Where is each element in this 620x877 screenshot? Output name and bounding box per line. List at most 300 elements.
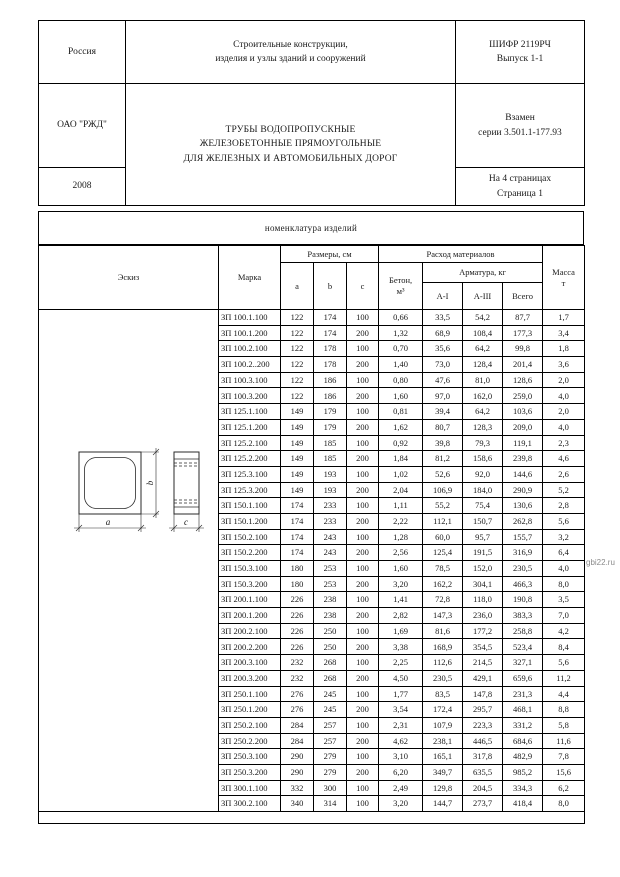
dimension-b-label: b (145, 480, 155, 486)
value-cell: 80,7 (423, 419, 463, 435)
value-cell: 172,4 (423, 702, 463, 718)
value-cell: 2,04 (379, 482, 423, 498)
pipe-side-joint-lines (174, 459, 199, 507)
value-cell: 83,5 (423, 686, 463, 702)
value-cell: 3,10 (379, 749, 423, 765)
value-cell: 276 (281, 686, 314, 702)
value-cell: 1,84 (379, 451, 423, 467)
value-cell: 168,9 (423, 639, 463, 655)
value-cell: 327,1 (503, 655, 543, 671)
mass-label-line1: Масса (552, 266, 575, 277)
value-cell: 290 (281, 749, 314, 765)
marka-cell: ЗП 150.3.200 (219, 576, 281, 592)
value-cell: 2,8 (543, 498, 585, 514)
value-cell: 300 (314, 780, 347, 796)
value-cell: 184,0 (463, 482, 503, 498)
value-cell: 233 (314, 513, 347, 529)
value-cell: 273,7 (463, 796, 503, 812)
value-cell: 284 (281, 717, 314, 733)
value-cell: 3,54 (379, 702, 423, 718)
value-cell: 446,5 (463, 733, 503, 749)
pages-count: На 4 страницах (488, 174, 552, 185)
value-cell: 119,1 (503, 435, 543, 451)
col-header-total: Всего (503, 283, 543, 310)
pipe-sketch (71, 446, 211, 540)
value-cell: 232 (281, 655, 314, 671)
col-header-mass (543, 246, 585, 310)
document-title-line3: ДЛЯ ЖЕЛЕЗНЫХ И АВТОМОБИЛЬНЫХ ДОРОГ (183, 153, 398, 164)
col-group-armature: Арматура, кг (423, 263, 543, 283)
value-cell: 200 (347, 513, 379, 529)
value-cell: 73,0 (423, 357, 463, 373)
value-cell: 174 (281, 513, 314, 529)
value-cell: 3,20 (379, 796, 423, 812)
value-cell: 193 (314, 466, 347, 482)
marka-cell: ЗП 100.3.200 (219, 388, 281, 404)
value-cell: 2,3 (543, 435, 585, 451)
value-cell: 55,2 (423, 498, 463, 514)
issue-number: Выпуск 1-1 (496, 54, 544, 64)
value-cell: 8,8 (543, 702, 585, 718)
marka-cell: ЗП 150.2.200 (219, 545, 281, 561)
marka-cell: ЗП 250.1.200 (219, 702, 281, 718)
value-cell: 81,0 (463, 372, 503, 388)
value-cell: 226 (281, 623, 314, 639)
value-cell: 179 (314, 419, 347, 435)
value-cell: 2,25 (379, 655, 423, 671)
value-cell: 8,4 (543, 639, 585, 655)
value-cell: 147,3 (423, 608, 463, 624)
value-cell: 100 (347, 372, 379, 388)
col-group-materials: Расход материалов (379, 246, 543, 263)
marka-cell: ЗП 100.1.100 (219, 310, 281, 326)
value-cell: 200 (347, 764, 379, 780)
value-cell: 87,7 (503, 310, 543, 326)
value-cell: 209,0 (503, 419, 543, 435)
value-cell: 1,40 (379, 357, 423, 373)
organization-label: ОАО "РЖД" (39, 84, 126, 168)
value-cell: 39,8 (423, 435, 463, 451)
value-cell: 185 (314, 451, 347, 467)
value-cell: 122 (281, 325, 314, 341)
document-title-line1: ТРУБЫ ВОДОПРОПУСКНЫЕ (225, 125, 356, 136)
value-cell: 100 (347, 592, 379, 608)
value-cell: 200 (347, 670, 379, 686)
year-label: 2008 (39, 168, 126, 206)
document-title (126, 84, 456, 206)
col-header-a: a (281, 263, 314, 310)
value-cell: 284 (281, 733, 314, 749)
value-cell: 200 (347, 451, 379, 467)
document-page (38, 20, 584, 824)
marka-cell: ЗП 150.1.100 (219, 498, 281, 514)
value-cell: 78,5 (423, 561, 463, 577)
value-cell: 35,6 (423, 341, 463, 357)
value-cell: 250 (314, 639, 347, 655)
value-cell: 332 (281, 780, 314, 796)
series-title (126, 21, 456, 84)
value-cell: 100 (347, 310, 379, 326)
value-cell: 33,5 (423, 310, 463, 326)
dimension-c-label: c (184, 517, 188, 527)
value-cell: 149 (281, 451, 314, 467)
value-cell: 149 (281, 404, 314, 420)
value-cell: 1,69 (379, 623, 423, 639)
value-cell: 100 (347, 780, 379, 796)
watermark: gbi22.ru (586, 558, 615, 567)
marka-cell: ЗП 100.2.100 (219, 341, 281, 357)
value-cell: 108,4 (463, 325, 503, 341)
value-cell: 238 (314, 592, 347, 608)
value-cell: 193 (314, 482, 347, 498)
col-header-sketch: Эскиз (39, 246, 219, 310)
value-cell: 214,5 (463, 655, 503, 671)
value-cell: 684,6 (503, 733, 543, 749)
marka-cell: ЗП 100.3.100 (219, 372, 281, 388)
value-cell: 100 (347, 561, 379, 577)
value-cell: 6,4 (543, 545, 585, 561)
value-cell: 107,9 (423, 717, 463, 733)
value-cell: 149 (281, 466, 314, 482)
value-cell: 1,62 (379, 419, 423, 435)
value-cell: 174 (281, 498, 314, 514)
value-cell: 0,70 (379, 341, 423, 357)
marka-cell: ЗП 200.2.100 (219, 623, 281, 639)
value-cell: 268 (314, 655, 347, 671)
value-cell: 200 (347, 419, 379, 435)
value-cell: 279 (314, 749, 347, 765)
title-block (38, 20, 585, 206)
value-cell: 200 (347, 325, 379, 341)
value-cell: 11,6 (543, 733, 585, 749)
value-cell: 155,7 (503, 529, 543, 545)
marka-cell: ЗП 200.1.100 (219, 592, 281, 608)
marka-cell: ЗП 100.1.200 (219, 325, 281, 341)
value-cell: 2,49 (379, 780, 423, 796)
value-cell: 236,0 (463, 608, 503, 624)
value-cell: 1,28 (379, 529, 423, 545)
value-cell: 3,5 (543, 592, 585, 608)
value-cell: 200 (347, 388, 379, 404)
marka-cell: ЗП 125.3.200 (219, 482, 281, 498)
value-cell: 122 (281, 310, 314, 326)
value-cell: 174 (281, 529, 314, 545)
value-cell: 11,2 (543, 670, 585, 686)
value-cell: 223,3 (463, 717, 503, 733)
value-cell: 985,2 (503, 764, 543, 780)
marka-cell: ЗП 250.1.100 (219, 686, 281, 702)
value-cell: 314 (314, 796, 347, 812)
col-header-b: b (314, 263, 347, 310)
value-cell: 128,3 (463, 419, 503, 435)
marka-cell: ЗП 125.1.100 (219, 404, 281, 420)
pages-block (456, 168, 585, 206)
value-cell: 1,41 (379, 592, 423, 608)
value-cell: 95,7 (463, 529, 503, 545)
value-cell: 112,6 (423, 655, 463, 671)
value-cell: 150,7 (463, 513, 503, 529)
value-cell: 147,8 (463, 686, 503, 702)
value-cell: 130,6 (503, 498, 543, 514)
value-cell: 7,8 (543, 749, 585, 765)
mass-label-line2: т (561, 277, 566, 288)
value-cell: 290 (281, 764, 314, 780)
value-cell: 482,9 (503, 749, 543, 765)
value-cell: 418,4 (503, 796, 543, 812)
value-cell: 304,1 (463, 576, 503, 592)
value-cell: 200 (347, 702, 379, 718)
value-cell: 47,6 (423, 372, 463, 388)
value-cell: 230,5 (423, 670, 463, 686)
value-cell: 1,60 (379, 388, 423, 404)
value-cell: 383,3 (503, 608, 543, 624)
marka-cell: ЗП 200.3.100 (219, 655, 281, 671)
value-cell: 4,6 (543, 451, 585, 467)
value-cell: 226 (281, 592, 314, 608)
value-cell: 52,6 (423, 466, 463, 482)
value-cell: 4,2 (543, 623, 585, 639)
value-cell: 1,02 (379, 466, 423, 482)
value-cell: 349,7 (423, 764, 463, 780)
value-cell: 230,5 (503, 561, 543, 577)
value-cell: 174 (281, 545, 314, 561)
value-cell: 1,8 (543, 341, 585, 357)
value-cell: 250 (314, 623, 347, 639)
col-header-c: c (347, 263, 379, 310)
series-title-line2: изделия и узлы зданий и сооружений (215, 54, 366, 64)
value-cell: 54,2 (463, 310, 503, 326)
value-cell: 122 (281, 357, 314, 373)
value-cell: 100 (347, 717, 379, 733)
value-cell: 180 (281, 576, 314, 592)
value-cell: 0,92 (379, 435, 423, 451)
value-cell: 144,6 (503, 466, 543, 482)
value-cell: 4,0 (543, 388, 585, 404)
value-cell: 354,5 (463, 639, 503, 655)
value-cell: 276 (281, 702, 314, 718)
value-cell: 8,0 (543, 796, 585, 812)
value-cell: 245 (314, 702, 347, 718)
value-cell: 162,0 (463, 388, 503, 404)
value-cell: 39,4 (423, 404, 463, 420)
value-cell: 149 (281, 482, 314, 498)
value-cell: 5,2 (543, 482, 585, 498)
value-cell: 122 (281, 341, 314, 357)
value-cell: 79,3 (463, 435, 503, 451)
value-cell: 177,3 (503, 325, 543, 341)
value-cell: 118,0 (463, 592, 503, 608)
value-cell: 635,5 (463, 764, 503, 780)
value-cell: 72,8 (423, 592, 463, 608)
section-title: номенклатура изделий (38, 211, 584, 245)
value-cell: 2,56 (379, 545, 423, 561)
value-cell: 233 (314, 498, 347, 514)
marka-cell: ЗП 250.3.100 (219, 749, 281, 765)
value-cell: 2,6 (543, 466, 585, 482)
value-cell: 64,2 (463, 341, 503, 357)
value-cell: 1,11 (379, 498, 423, 514)
value-cell: 262,8 (503, 513, 543, 529)
value-cell: 3,38 (379, 639, 423, 655)
value-cell: 186 (314, 372, 347, 388)
value-cell: 103,6 (503, 404, 543, 420)
value-cell: 245 (314, 686, 347, 702)
marka-cell: ЗП 250.2.200 (219, 733, 281, 749)
nomenclature-table (38, 245, 585, 824)
value-cell: 174 (314, 325, 347, 341)
value-cell: 99,8 (503, 341, 543, 357)
value-cell: 200 (347, 608, 379, 624)
value-cell: 200 (347, 639, 379, 655)
sketch-cell (39, 310, 219, 812)
value-cell: 200 (347, 545, 379, 561)
col-header-a3: А-III (463, 283, 503, 310)
value-cell: 238,1 (423, 733, 463, 749)
marka-cell: ЗП 200.3.200 (219, 670, 281, 686)
value-cell: 100 (347, 341, 379, 357)
value-cell: 2,31 (379, 717, 423, 733)
col-header-marka: Марка (219, 246, 281, 310)
value-cell: 4,0 (543, 419, 585, 435)
value-cell: 100 (347, 686, 379, 702)
value-cell: 100 (347, 466, 379, 482)
marka-cell: ЗП 200.2.200 (219, 639, 281, 655)
value-cell: 177,2 (463, 623, 503, 639)
value-cell: 186 (314, 388, 347, 404)
value-cell: 0,80 (379, 372, 423, 388)
value-cell: 100 (347, 529, 379, 545)
value-cell: 178 (314, 341, 347, 357)
replaces-block (456, 84, 585, 168)
value-cell: 100 (347, 655, 379, 671)
value-cell: 243 (314, 545, 347, 561)
value-cell: 523,4 (503, 639, 543, 655)
value-cell: 334,3 (503, 780, 543, 796)
value-cell: 152,0 (463, 561, 503, 577)
value-cell: 279 (314, 764, 347, 780)
value-cell: 100 (347, 796, 379, 812)
value-cell: 226 (281, 639, 314, 655)
value-cell: 257 (314, 717, 347, 733)
value-cell: 165,1 (423, 749, 463, 765)
value-cell: 180 (281, 561, 314, 577)
value-cell: 1,60 (379, 561, 423, 577)
value-cell: 295,7 (463, 702, 503, 718)
value-cell: 128,4 (463, 357, 503, 373)
value-cell: 15,6 (543, 764, 585, 780)
value-cell: 317,8 (463, 749, 503, 765)
value-cell: 204,5 (463, 780, 503, 796)
value-cell: 257 (314, 733, 347, 749)
value-cell: 185 (314, 435, 347, 451)
value-cell: 2,0 (543, 404, 585, 420)
value-cell: 8,0 (543, 576, 585, 592)
concrete-label-line2: м³ (396, 286, 405, 296)
value-cell: 0,66 (379, 310, 423, 326)
empty-bottom-row (39, 812, 585, 824)
value-cell: 3,20 (379, 576, 423, 592)
value-cell: 158,6 (463, 451, 503, 467)
value-cell: 239,8 (503, 451, 543, 467)
value-cell: 2,82 (379, 608, 423, 624)
marka-cell: ЗП 150.3.100 (219, 561, 281, 577)
value-cell: 3,6 (543, 357, 585, 373)
value-cell: 468,1 (503, 702, 543, 718)
value-cell: 200 (347, 733, 379, 749)
value-cell: 231,3 (503, 686, 543, 702)
value-cell: 316,9 (503, 545, 543, 561)
value-cell: 100 (347, 623, 379, 639)
series-title-line1: Строительные конструкции, (233, 39, 348, 50)
dimension-a-label: a (105, 517, 111, 527)
value-cell: 100 (347, 435, 379, 451)
pipe-inner-outline (85, 458, 136, 509)
value-cell: 3,2 (543, 529, 585, 545)
marka-cell: ЗП 125.2.200 (219, 451, 281, 467)
value-cell: 259,0 (503, 388, 543, 404)
value-cell: 1,77 (379, 686, 423, 702)
empty-bottom-cell (39, 812, 585, 824)
value-cell: 100 (347, 404, 379, 420)
value-cell: 0,81 (379, 404, 423, 420)
marka-cell: ЗП 150.2.100 (219, 529, 281, 545)
pipe-outer-outline (79, 452, 141, 514)
cipher-code: ШИФР 2119РЧ (489, 39, 551, 50)
value-cell: 190,8 (503, 592, 543, 608)
value-cell: 466,3 (503, 576, 543, 592)
value-cell: 201,4 (503, 357, 543, 373)
value-cell: 60,0 (423, 529, 463, 545)
value-cell: 6,20 (379, 764, 423, 780)
value-cell: 112,1 (423, 513, 463, 529)
value-cell: 149 (281, 435, 314, 451)
marka-cell: ЗП 300.2.100 (219, 796, 281, 812)
value-cell: 226 (281, 608, 314, 624)
value-cell: 243 (314, 529, 347, 545)
value-cell: 238 (314, 608, 347, 624)
value-cell: 232 (281, 670, 314, 686)
value-cell: 122 (281, 388, 314, 404)
col-header-concrete (379, 263, 423, 310)
value-cell: 162,2 (423, 576, 463, 592)
value-cell: 340 (281, 796, 314, 812)
value-cell: 179 (314, 404, 347, 420)
marka-cell: ЗП 300.1.100 (219, 780, 281, 796)
replaces-line2: серии 3.501.1-177.93 (478, 127, 562, 138)
value-cell: 200 (347, 482, 379, 498)
document-title-line2: ЖЕЛЕЗОБЕТОННЫЕ ПРЯМОУГОЛЬНЫЕ (199, 139, 382, 150)
value-cell: 268 (314, 670, 347, 686)
concrete-label-line1: Бетон, (388, 275, 413, 286)
value-cell: 5,8 (543, 717, 585, 733)
marka-cell: ЗП 125.2.100 (219, 435, 281, 451)
value-cell: 81,2 (423, 451, 463, 467)
value-cell: 92,0 (463, 466, 503, 482)
value-cell: 4,50 (379, 670, 423, 686)
value-cell: 97,0 (423, 388, 463, 404)
value-cell: 1,32 (379, 325, 423, 341)
value-cell: 200 (347, 576, 379, 592)
value-cell: 129,8 (423, 780, 463, 796)
table-row (39, 310, 585, 326)
value-cell: 122 (281, 372, 314, 388)
value-cell: 290,9 (503, 482, 543, 498)
value-cell: 2,22 (379, 513, 423, 529)
value-cell: 191,5 (463, 545, 503, 561)
value-cell: 253 (314, 576, 347, 592)
value-cell: 5,6 (543, 513, 585, 529)
value-cell: 258,8 (503, 623, 543, 639)
